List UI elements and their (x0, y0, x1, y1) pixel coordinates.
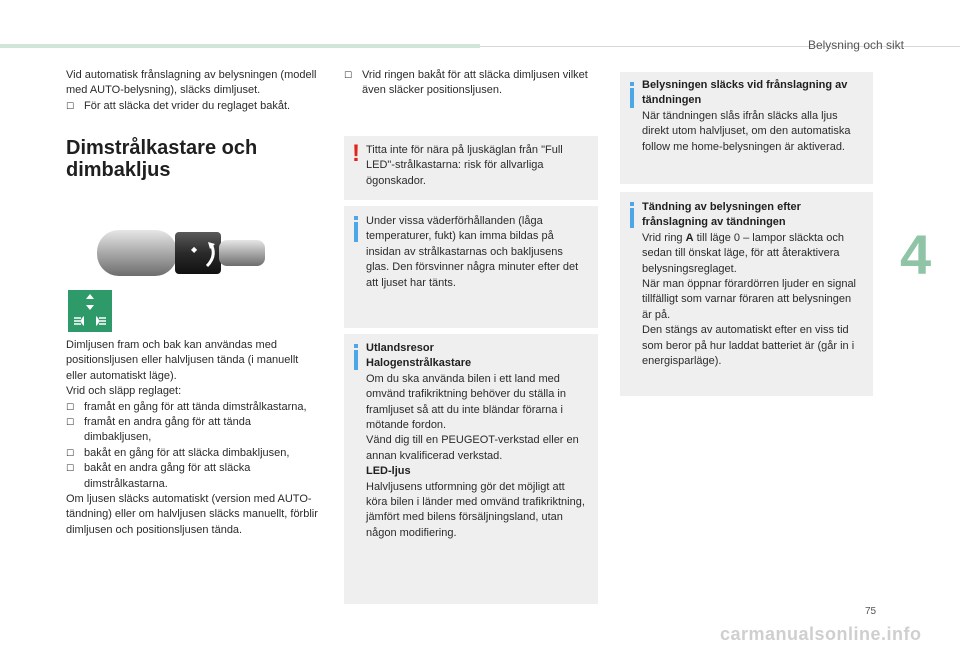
warning-text: Titta inte för nära på ljuskäglan från "Full LED"-strålkastarna: risk för allvarliga ögonskador. (366, 144, 563, 187)
intro-bullet: ☐ För att släcka det vrider du reglaget bakåt. (66, 99, 318, 114)
info-icon (630, 88, 634, 108)
bullet-icon: ☐ (66, 401, 75, 412)
svg-text:◆: ◆ (191, 245, 198, 254)
list-item: ☐ bakåt en gång för att släcka dimbakljusen, (66, 446, 318, 461)
bullet-icon: ☐ (66, 100, 75, 111)
running-header: Belysning och sikt (807, 38, 904, 52)
info-box-reactivate (620, 192, 873, 396)
info-text: Utlandsresor Halogenstrålkastare Om du ska använda bilen i ett land med omvänd trafikriktning behöver du ställa in framljuset så att du inte bländar förarna i mötande fordon. Vänd dig till en PEUGEOT-verkstad eller en annan kvalificerad verkstad. LED-ljus Halvljusens utformning gör det möjligt att köra bilen i länder med omvänd trafikriktning, jämfört med bilens försäljningsland, utan någon modifiering. (366, 342, 585, 539)
info-text: Under vissa väderförhållanden (låga temperaturer, fukt) kan imma bildas på insidan av strålkastarnas och bakljusens glas. Den försvinner några minuter efter det att ljuset har tänts. (366, 215, 579, 289)
bullet-icon: ☐ (66, 447, 75, 458)
info-icon (354, 222, 358, 242)
body-paragraph: Vrid och släpp reglaget: (66, 385, 182, 398)
section-title: Dimstrålkastare och dimbakljus (66, 137, 258, 181)
list-item: ☐ framåt en andra gång för att tända dimbakljusen, (66, 416, 251, 444)
info-box-condensation (344, 206, 598, 328)
intro-text: Vid automatisk frånslagning av belysningen (modell med AUTO-belysning), släcks dimljuset. (66, 69, 317, 97)
list-item: ☐ framåt en gång för att tända dimstrålkastarna, (66, 400, 318, 415)
bullet-icon: ☐ (344, 70, 353, 80)
chapter-number: 4 (900, 223, 932, 286)
info-text: Belysningen släcks vid frånslagning av tändningen När tändningen slås ifrån släcks alla ljus direkt utom halvljuset, om den automatiska follow me home-belysningen är aktiverad. (642, 79, 851, 153)
col2-bullet: ☐ Vrid ringen bakåt för att släcka dimljusen vilket även släcker positionsljusen. (344, 69, 588, 97)
info-icon (354, 350, 358, 370)
bullet-icon: ☐ (66, 417, 75, 428)
info-box-travel (344, 334, 598, 604)
body-paragraph: Dimljusen fram och bak kan användas med positionsljusen eller halvljusen tända (i manuellt eller automatiskt läge). (66, 339, 299, 382)
warning-box (344, 136, 598, 200)
light-stalk-illustration (95, 222, 265, 302)
page-number: 75 (865, 606, 877, 617)
header-accent-bar (0, 44, 480, 48)
intro-block (66, 68, 318, 114)
section-body (66, 338, 318, 538)
info-icon (630, 208, 634, 228)
warning-icon: ! (352, 140, 360, 167)
info-box-switch-off (620, 72, 873, 184)
info-text: Tändning av belysningen efter frånslagning av tändningen Vrid ring A till läge 0 – lampor släckta och sedan till önskat läge, för att återaktivera belysningsreglaget. När man öppnar förardörren ljuder en signal tillfälligt som varnar föraren att belysningen är på. Den stängs av automatiskt efter en viss tid som beror på hur laddat batteriet är (går in i energisparläge). (642, 201, 857, 368)
watermark: carmanualsonline.info (720, 624, 922, 644)
body-paragraph: Om ljusen släcks automatiskt (version med AUTO-tändning) eller om halvljusen släcks manuellt, förblir dimljusen och positionsljusen tända. (66, 493, 318, 536)
fog-light-symbol (68, 290, 112, 332)
list-item: ☐ bakåt en andra gång för att släcka dimstrålkastarna. (66, 462, 251, 490)
bullet-icon: ☐ (66, 463, 75, 474)
